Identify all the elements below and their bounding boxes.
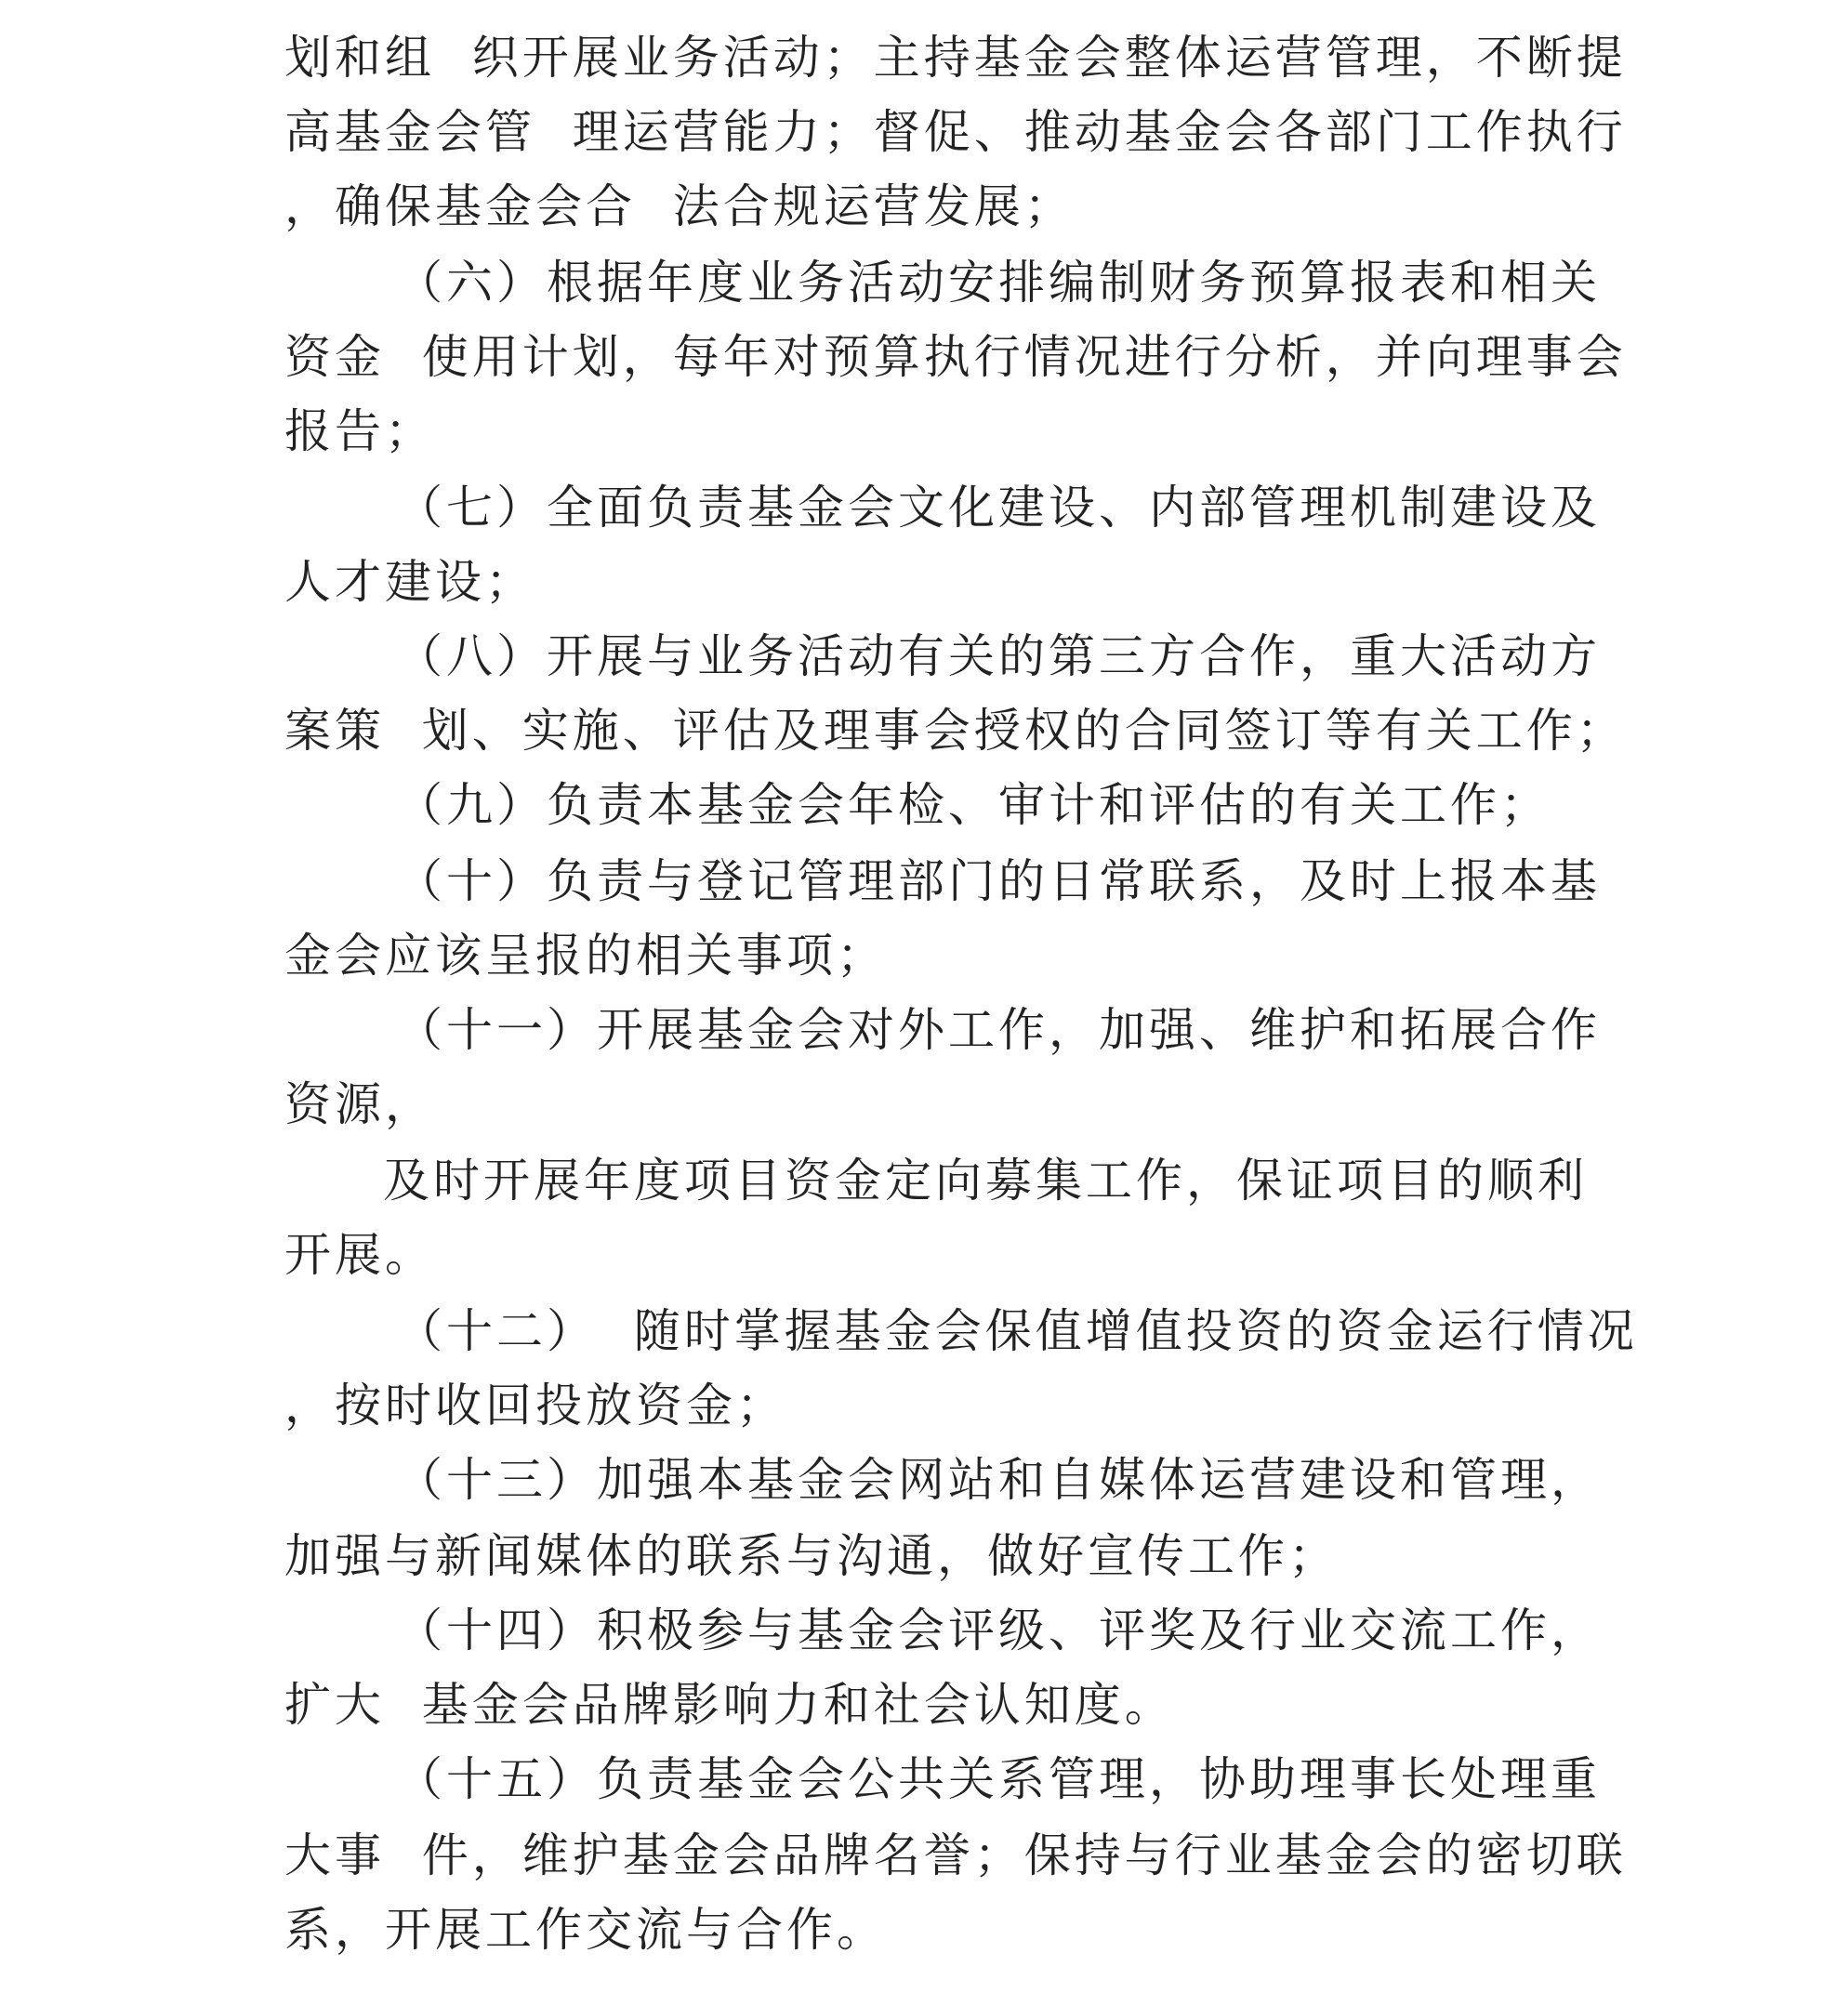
text-line-26: 系，开展工作交流与合作。 xyxy=(284,1903,887,1957)
text-line-25: 大事 件，维护基金会品牌名誉；保持与行业基金会的密切联 xyxy=(284,1828,1627,1882)
text-line-15: 资源， xyxy=(284,1077,435,1131)
text-line-16: 及时开展年度项目资金定向募集工作，保证项目的顺利 xyxy=(383,1154,1588,1208)
text-line-11: （九）负责本基金会年检、审计和评估的有关工作； xyxy=(396,778,1551,832)
text-line-7: （七）全面负责基金会文化建设、内部管理机制建设及 xyxy=(396,481,1601,535)
text-line-21: 加强与新闻媒体的联系与沟通，做好宣传工作； xyxy=(284,1529,1339,1583)
text-line-10: 案策 划、实施、评估及理事会授权的合同签订等有关工作； xyxy=(284,704,1627,758)
text-line-4: （六）根据年度业务活动安排编制财务预算报表和相关 xyxy=(396,256,1601,310)
text-line-6: 报告； xyxy=(284,404,435,458)
text-line-20: （十三）加强本基金会网站和自媒体运营建设和管理， xyxy=(396,1453,1601,1507)
text-line-12: （十）负责与登记管理部门的日常联系，及时上报本基 xyxy=(396,854,1601,908)
text-line-9: （八）开展与业务活动有关的第三方合作，重大活动方 xyxy=(396,629,1601,683)
text-line-17: 开展。 xyxy=(284,1228,435,1282)
text-line-8: 人才建设； xyxy=(284,555,535,609)
text-line-18: （十二） 随时掌握基金会保值增值投资的资金运行情况 xyxy=(396,1304,1638,1358)
text-line-19: ，按时收回投放资金； xyxy=(284,1379,786,1432)
text-line-13: 金会应该呈报的相关事项； xyxy=(284,929,887,983)
text-line-3: ，确保基金会合 法合规运营发展； xyxy=(284,179,1075,233)
text-line-24: （十五）负责基金会公共关系管理，协助理事长处理重 xyxy=(396,1752,1601,1806)
text-line-1: 划和组 织开展业务活动；主持基金会整体运营管理，不断提 xyxy=(284,31,1627,85)
text-line-22: （十四）积极参与基金会评级、评奖及行业交流工作， xyxy=(396,1604,1601,1657)
text-line-23: 扩大 基金会品牌影响力和社会认知度。 xyxy=(284,1678,1175,1732)
text-line-2: 高基金会管 理运营能力；督促、推动基金会各部门工作执行 xyxy=(284,105,1627,159)
text-line-5: 资金 使用计划，每年对预算执行情况进行分析，并向理事会 xyxy=(284,330,1627,384)
text-line-14: （十一）开展基金会对外工作，加强、维护和拓展合作 xyxy=(396,1003,1601,1057)
